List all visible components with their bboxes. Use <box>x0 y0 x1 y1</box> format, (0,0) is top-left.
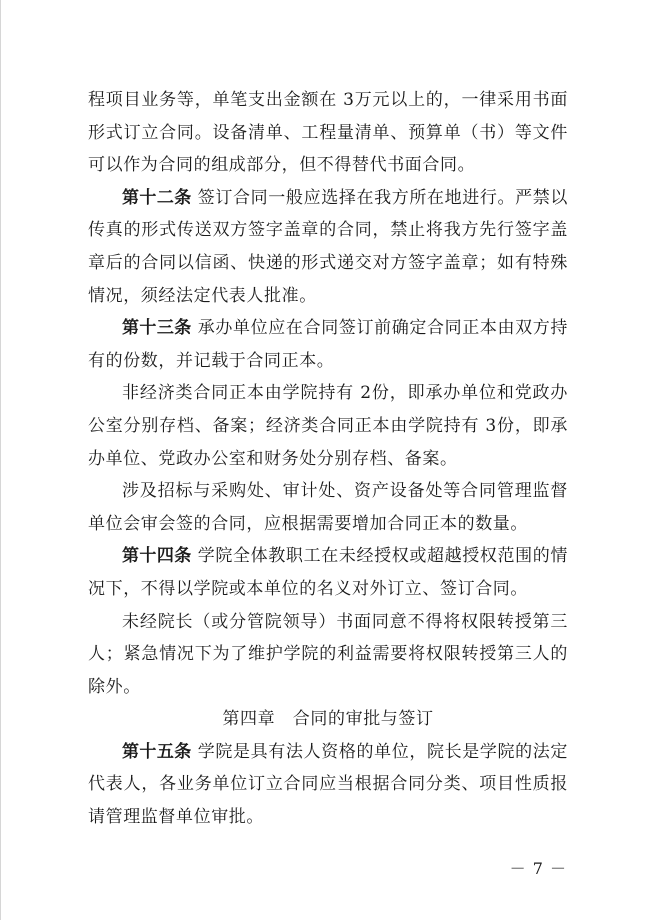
paragraph <box>88 475 568 540</box>
article-13-paragraph <box>88 312 568 377</box>
paragraph-continued <box>88 84 568 182</box>
paragraph <box>88 377 568 475</box>
article-number: 第十四条 <box>122 546 192 567</box>
article-number: 第十五条 <box>122 741 192 762</box>
article-number: 第十二条 <box>122 187 192 208</box>
paragraph-text: 程项目业务等，单笔支出金额在 3万元以上的，一律采用书面形式订立合同。设备清单、工程量清单、预算单（书）等文件可以作为合同的组成部分，但不得替代书面合同。 <box>88 90 568 176</box>
paragraph-text: 承办单位应在合同签订前确定合同正本由双方持有的份数，并记载于合同正本。 <box>88 318 568 371</box>
paragraph <box>88 606 568 704</box>
paragraph-text: 签订合同一般应选择在我方所在地进行。严禁以传真的形式传送双方签字盖章的合同，禁止将我方先行签字盖章后的合同以信函、快递的形式递交对方签字盖章；如有特殊情况，须经法定代表人批准。 <box>88 187 568 306</box>
document-body <box>88 84 568 834</box>
paragraph-text: 学院全体教职工在未经授权或超越授权范围的情况下，不得以学院或本单位的名义对外订立、签订合同。 <box>88 546 568 599</box>
chapter-heading: 第四章 合同的审批与签订 <box>222 709 434 730</box>
paragraph-text: 未经院长（或分管院领导）书面同意不得将权限转授第三人；紧急情况下为了维护学院的利益需要将权限转授第三人的除外。 <box>88 611 568 697</box>
article-12-paragraph <box>88 182 568 312</box>
article-14-paragraph <box>88 540 568 605</box>
paragraph-text: 学院是具有法人资格的单位，院长是学院的法定代表人，各业务单位订立合同应当根据合同分类、项目性质报请管理监督单位审批。 <box>88 741 568 828</box>
page-edge-divider <box>0 0 1 920</box>
article-15-paragraph <box>88 736 568 834</box>
article-number: 第十三条 <box>122 318 192 339</box>
paragraph-text: 非经济类合同正本由学院持有 2份，即承办单位和党政办公室分别存档、备案；经济类合同正本由学院持有 3份，即承办单位、党政办公室和财务处分别存档、备案。 <box>88 383 568 469</box>
page-number: － 7 － <box>509 859 567 878</box>
paragraph-text: 涉及招标与采购处、审计处、资产设备处等合同管理监督单位会审会签的合同，应根据需要增加合同正本的数量。 <box>88 481 568 534</box>
